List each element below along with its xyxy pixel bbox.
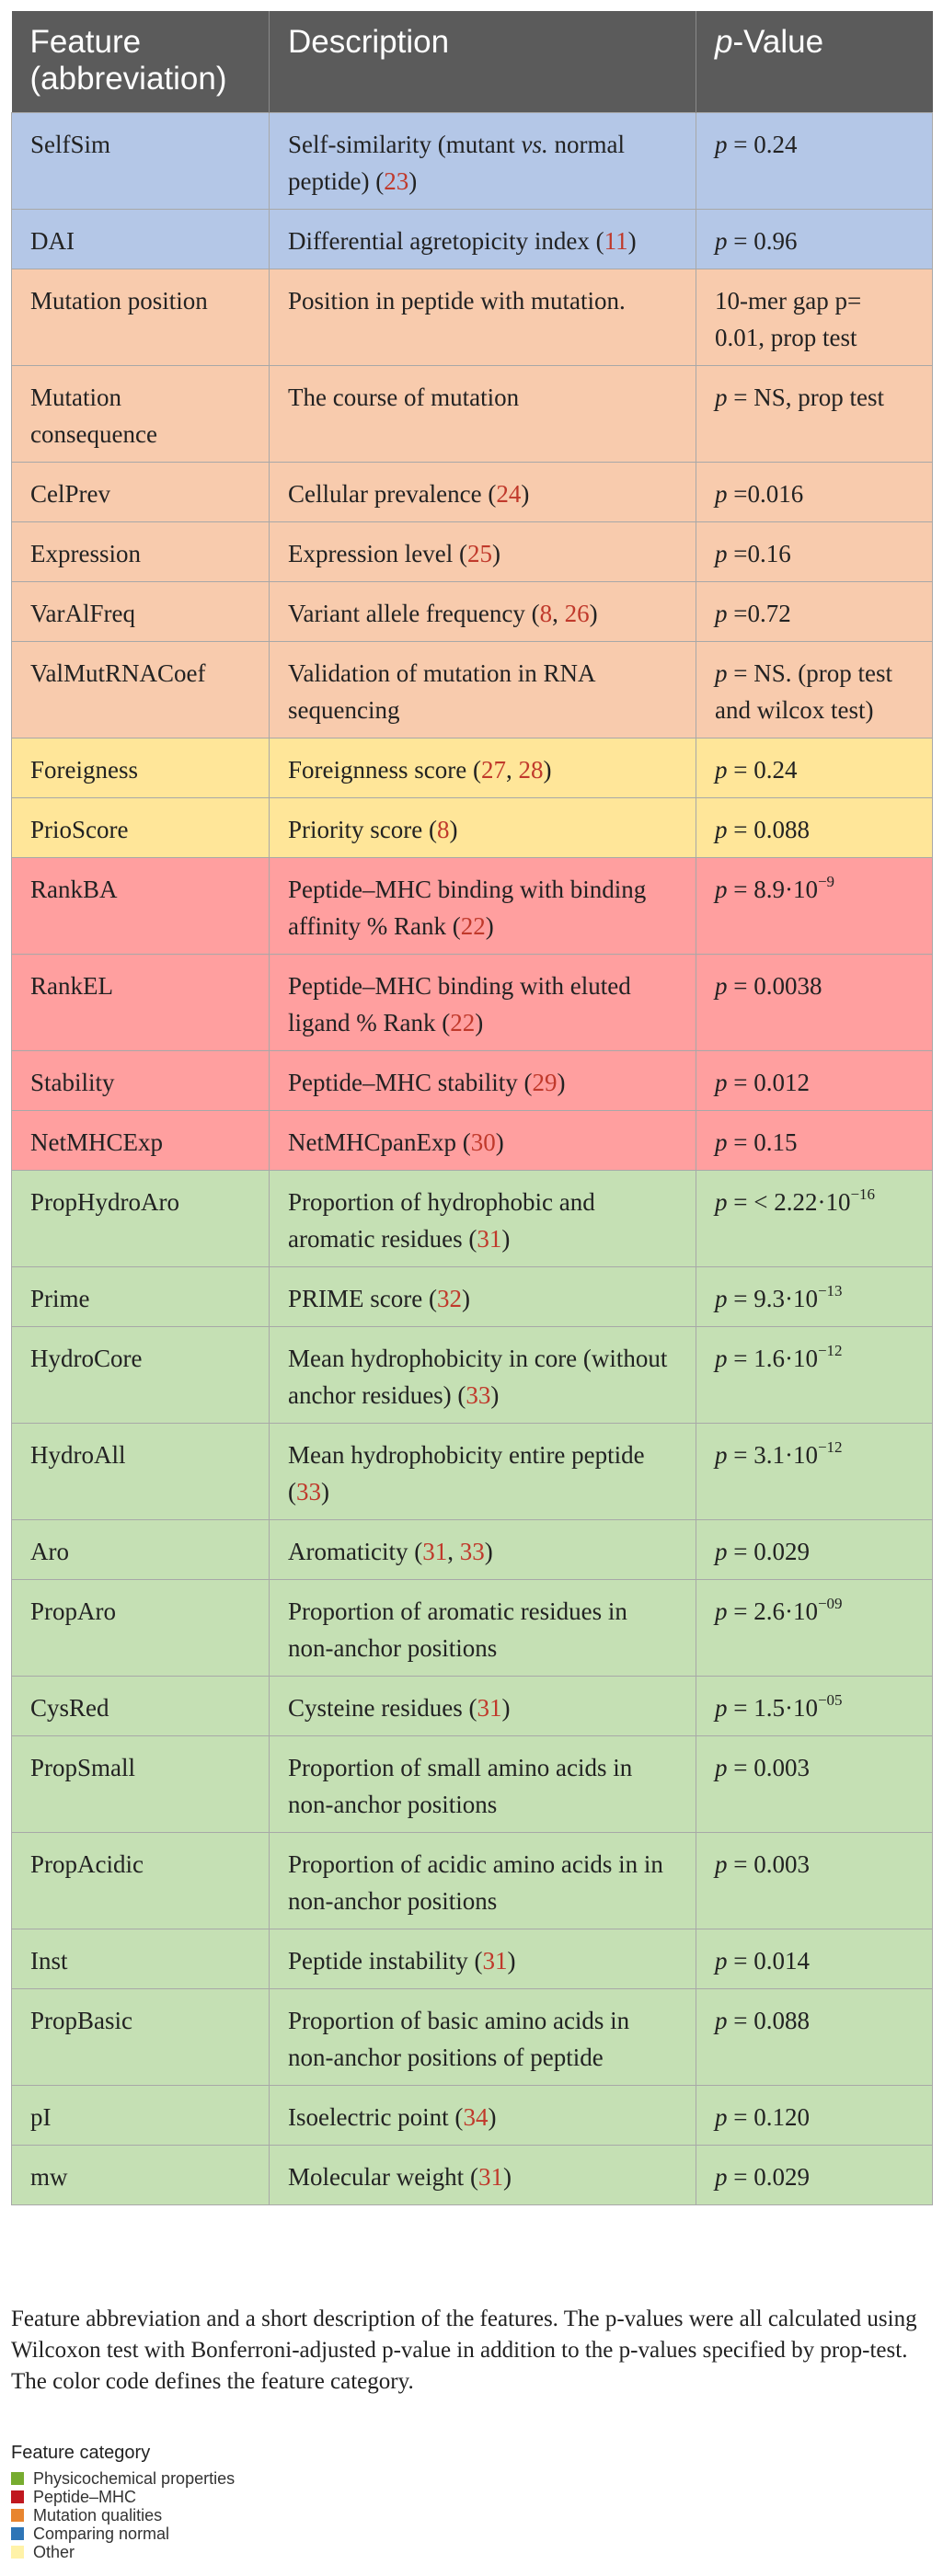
feature-description <box>270 112 696 209</box>
text-segment: = 0.96 <box>727 226 798 255</box>
text-segment: Proportion of small amino acids in non-anchor positions <box>288 1753 633 1818</box>
feature-pvalue <box>696 641 933 738</box>
text-segment: Cellular prevalence ( <box>288 479 497 508</box>
feature-abbreviation: DAI <box>12 209 270 269</box>
feature-description <box>270 1676 696 1735</box>
reference-number: 31 <box>477 1693 502 1722</box>
text-segment: Mean hydrophobicity entire peptide ( <box>288 1440 645 1506</box>
reference-number: 24 <box>496 479 522 508</box>
exponent: −05 <box>817 1690 843 1709</box>
text-segment: = 0.003 <box>727 1849 810 1878</box>
legend-swatch <box>11 2490 24 2503</box>
feature-pvalue <box>696 112 933 209</box>
text-segment: ) <box>543 755 552 784</box>
feature-description <box>270 521 696 581</box>
italic-text: p <box>715 1128 728 1156</box>
feature-description <box>270 1423 696 1519</box>
text-segment: Validation of mutation in RNA sequencing <box>288 658 594 724</box>
text-segment: ) <box>485 911 494 940</box>
feature-pvalue <box>696 1988 933 2085</box>
text-segment: ) <box>557 1068 566 1096</box>
feature-description <box>270 1735 696 1832</box>
reference-number: 34 <box>463 2102 489 2131</box>
feature-abbreviation: Prime <box>12 1266 270 1326</box>
reference-number: 31 <box>482 1946 508 1975</box>
feature-abbreviation: HydroAll <box>12 1423 270 1519</box>
text-segment: Cysteine residues ( <box>288 1693 477 1722</box>
text-segment: = 0.15 <box>727 1128 798 1156</box>
legend-items <box>11 2469 379 2561</box>
feature-description <box>270 269 696 365</box>
header-description: Description <box>270 11 696 112</box>
italic-text: p <box>715 130 728 158</box>
text-segment: = NS. (prop test and wilcox test) <box>715 658 892 724</box>
text-segment: = 8.9·10 <box>727 875 818 903</box>
text-segment: =0.016 <box>727 479 804 508</box>
table-row <box>12 1676 933 1735</box>
text-segment: Peptide instability ( <box>288 1946 483 1975</box>
table-row <box>12 1170 933 1266</box>
italic-text: p <box>715 1753 728 1781</box>
exponent: −16 <box>850 1185 876 1203</box>
italic-text: p <box>715 1946 728 1975</box>
table-row <box>12 112 933 209</box>
text-segment: =0.16 <box>727 539 791 567</box>
feature-abbreviation: CelPrev <box>12 462 270 521</box>
feature-table <box>11 11 933 2205</box>
italic-text: p <box>715 479 728 508</box>
feature-pvalue <box>696 462 933 521</box>
text-segment: = < 2.22·10 <box>727 1187 851 1216</box>
feature-pvalue <box>696 581 933 641</box>
reference-number: 11 <box>604 226 628 255</box>
reference-number: 31 <box>422 1537 448 1565</box>
text-segment: Molecular weight ( <box>288 2162 478 2191</box>
header-feature: Feature (abbreviation) <box>12 11 270 112</box>
table-row <box>12 521 933 581</box>
feature-pvalue <box>696 1676 933 1735</box>
italic-text: p <box>715 2162 728 2191</box>
table-row <box>12 581 933 641</box>
feature-description <box>270 1832 696 1929</box>
reference-number: 31 <box>477 2162 503 2191</box>
text-segment: Isoelectric point ( <box>288 2102 464 2131</box>
italic-text: p <box>715 875 728 903</box>
text-segment: , <box>505 755 519 784</box>
legend-item <box>11 2524 379 2543</box>
text-segment: ) <box>321 1477 329 1506</box>
text-segment: ) <box>507 1946 516 1975</box>
text-segment: The course of mutation <box>288 383 520 411</box>
italic-text: p <box>715 658 728 687</box>
text-segment: = 0.029 <box>727 2162 810 2191</box>
feature-description <box>270 857 696 954</box>
text-segment: = 1.6·10 <box>727 1344 818 1372</box>
italic-text: p <box>715 1344 728 1372</box>
legend-label: Peptide–MHC <box>33 2488 137 2506</box>
feature-description <box>270 209 696 269</box>
feature-abbreviation: Foreigness <box>12 738 270 797</box>
feature-pvalue <box>696 1110 933 1170</box>
table-row <box>12 954 933 1050</box>
feature-pvalue <box>696 1929 933 1988</box>
exponent: −12 <box>817 1437 843 1456</box>
text-segment: = 1.5·10 <box>727 1693 818 1722</box>
feature-pvalue <box>696 2085 933 2145</box>
feature-description <box>270 1519 696 1579</box>
legend-label: Other <box>33 2543 75 2561</box>
text-segment: 10-mer gap p= 0.01, prop test <box>715 286 862 351</box>
feature-abbreviation: Stability <box>12 1050 270 1110</box>
text-segment: = 0.24 <box>727 755 798 784</box>
feature-description <box>270 581 696 641</box>
table-row <box>12 1832 933 1929</box>
feature-abbreviation: PropAro <box>12 1579 270 1676</box>
feature-pvalue <box>696 797 933 857</box>
feature-description <box>270 1050 696 1110</box>
feature-abbreviation: Expression <box>12 521 270 581</box>
feature-pvalue <box>696 2145 933 2204</box>
text-segment: ) <box>501 1224 511 1253</box>
exponent: −13 <box>817 1281 843 1299</box>
feature-category-legend <box>11 2442 379 2561</box>
text-segment: Differential agretopicity index ( <box>288 226 604 255</box>
feature-description <box>270 1929 696 1988</box>
italic-text: p <box>715 383 728 411</box>
reference-number: 29 <box>532 1068 558 1096</box>
feature-pvalue <box>696 1832 933 1929</box>
italic-text: p <box>715 539 728 567</box>
reference-number: 8 <box>539 599 553 627</box>
table-row <box>12 1579 933 1676</box>
table-row <box>12 641 933 738</box>
reference-number: 22 <box>460 911 486 940</box>
reference-number: 23 <box>384 166 409 195</box>
text-segment: Mean hydrophobicity in core (without anchor residues) ( <box>288 1344 668 1409</box>
legend-label: Physicochemical properties <box>33 2469 236 2488</box>
table-row <box>12 1326 933 1423</box>
italic-text: p <box>715 1537 728 1565</box>
italic-text: p <box>715 1849 728 1878</box>
text-segment: ) <box>627 226 637 255</box>
italic-text: p <box>715 755 728 784</box>
reference-number: 26 <box>564 599 590 627</box>
feature-abbreviation: mw <box>12 2145 270 2204</box>
feature-abbreviation: PropHydroAro <box>12 1170 270 1266</box>
text-segment: Variant allele frequency ( <box>288 599 540 627</box>
text-segment: = 0.014 <box>727 1946 810 1975</box>
exponent: −09 <box>817 1594 843 1612</box>
feature-table-container <box>11 11 932 2205</box>
italic-text: p <box>715 599 728 627</box>
text-segment: ) <box>408 166 418 195</box>
feature-pvalue <box>696 1266 933 1326</box>
text-segment: ) <box>488 2102 497 2131</box>
header-pvalue-italic: p <box>715 24 733 60</box>
text-segment: ) <box>490 1380 500 1409</box>
text-segment: Self-similarity (mutant <box>288 130 522 158</box>
text-segment: Expression level ( <box>288 539 467 567</box>
feature-abbreviation: PropBasic <box>12 1988 270 2085</box>
text-segment: = 0.029 <box>727 1537 810 1565</box>
table-row <box>12 1050 933 1110</box>
legend-label: Mutation qualities <box>33 2506 163 2524</box>
table-row <box>12 209 933 269</box>
feature-abbreviation: Aro <box>12 1519 270 1579</box>
table-row <box>12 857 933 954</box>
text-segment: Proportion of hydrophobic and aromatic residues ( <box>288 1187 595 1253</box>
text-segment: normal peptide) ( <box>288 130 625 195</box>
text-segment: = 3.1·10 <box>727 1440 818 1469</box>
text-segment: Proportion of acidic amino acids in in non-anchor positions <box>288 1849 663 1915</box>
text-segment: Aromaticity ( <box>288 1537 423 1565</box>
legend-item <box>11 2488 379 2506</box>
feature-description <box>270 2085 696 2145</box>
feature-abbreviation: NetMHCExp <box>12 1110 270 1170</box>
exponent: −12 <box>817 1341 843 1359</box>
text-segment: Peptide–MHC binding with eluted ligand % Rank ( <box>288 971 631 1036</box>
italic-text: p <box>715 1068 728 1096</box>
text-segment: ) <box>475 1008 484 1036</box>
feature-pvalue <box>696 521 933 581</box>
feature-pvalue <box>696 1423 933 1519</box>
feature-description <box>270 462 696 521</box>
text-segment: = 0.012 <box>727 1068 810 1096</box>
italic-text: p <box>715 971 728 1000</box>
legend-title: Feature category <box>11 2443 151 2463</box>
feature-abbreviation: RankEL <box>12 954 270 1050</box>
text-segment: Position in peptide with mutation. <box>288 286 626 315</box>
feature-abbreviation: PropAcidic <box>12 1832 270 1929</box>
feature-abbreviation: RankBA <box>12 857 270 954</box>
exponent: −9 <box>817 872 835 890</box>
table-header-row <box>12 11 933 112</box>
feature-abbreviation: PropSmall <box>12 1735 270 1832</box>
feature-description <box>270 1170 696 1266</box>
legend-swatch <box>11 2509 24 2522</box>
text-segment: Priority score ( <box>288 815 437 843</box>
text-segment: = 0.120 <box>727 2102 810 2131</box>
reference-number: 30 <box>470 1128 496 1156</box>
text-segment: = 0.24 <box>727 130 798 158</box>
italic-text: p <box>715 2102 728 2131</box>
feature-pvalue <box>696 209 933 269</box>
reference-number: 27 <box>480 755 506 784</box>
feature-description <box>270 1266 696 1326</box>
feature-description <box>270 1988 696 2085</box>
italic-text: p <box>715 1440 728 1469</box>
feature-pvalue <box>696 1170 933 1266</box>
table-row <box>12 1988 933 2085</box>
legend-swatch <box>11 2546 24 2559</box>
reference-number: 28 <box>518 755 544 784</box>
text-segment: ) <box>491 539 500 567</box>
table-row <box>12 797 933 857</box>
text-segment: = 0.088 <box>727 2006 810 2034</box>
table-row <box>12 1519 933 1579</box>
table-row <box>12 1423 933 1519</box>
feature-pvalue <box>696 738 933 797</box>
feature-abbreviation: VarAlFreq <box>12 581 270 641</box>
feature-abbreviation: Inst <box>12 1929 270 1988</box>
feature-pvalue <box>696 365 933 462</box>
feature-pvalue <box>696 857 933 954</box>
reference-number: 33 <box>466 1380 491 1409</box>
feature-description <box>270 365 696 462</box>
table-row <box>12 462 933 521</box>
feature-abbreviation: SelfSim <box>12 112 270 209</box>
feature-pvalue <box>696 954 933 1050</box>
feature-description <box>270 641 696 738</box>
table-row <box>12 2145 933 2204</box>
text-segment: ) <box>521 479 530 508</box>
italic-text: p <box>715 1284 728 1312</box>
text-segment: ) <box>502 2162 512 2191</box>
feature-pvalue <box>696 1579 933 1676</box>
feature-abbreviation: Mutation position <box>12 269 270 365</box>
italic-text: p <box>715 2006 728 2034</box>
italic-text: p <box>715 226 728 255</box>
text-segment: = 0.088 <box>727 815 810 843</box>
text-segment: Foreignness score ( <box>288 755 481 784</box>
feature-pvalue <box>696 1735 933 1832</box>
legend-item <box>11 2543 379 2561</box>
reference-number: 33 <box>459 1537 485 1565</box>
text-segment: = 9.3·10 <box>727 1284 818 1312</box>
feature-description <box>270 1326 696 1423</box>
feature-abbreviation: pI <box>12 2085 270 2145</box>
text-segment: ) <box>461 1284 470 1312</box>
table-row <box>12 1929 933 1988</box>
feature-abbreviation: CysRed <box>12 1676 270 1735</box>
table-row <box>12 1735 933 1832</box>
feature-pvalue <box>696 1050 933 1110</box>
text-segment: NetMHCpanExp ( <box>288 1128 471 1156</box>
feature-description <box>270 1579 696 1676</box>
feature-description <box>270 954 696 1050</box>
feature-abbreviation: Mutation consequence <box>12 365 270 462</box>
italic-text: p <box>715 1597 728 1625</box>
legend-label: Comparing normal <box>33 2524 170 2543</box>
feature-pvalue <box>696 269 933 365</box>
feature-description <box>270 2145 696 2204</box>
table-caption: Feature abbreviation and a short description of the features. The p-values were all calculated using Wilcoxon test with Bonferroni-adjusted p-value in addition to the p-values specified by prop-test. The color code defines the feature category. <box>11 2307 917 2394</box>
reference-number: 31 <box>477 1224 502 1253</box>
table-row <box>12 2085 933 2145</box>
text-segment: = NS, prop test <box>727 383 884 411</box>
feature-pvalue <box>696 1326 933 1423</box>
text-segment: ) <box>449 815 458 843</box>
table-body <box>12 112 933 2204</box>
italic-text: p <box>715 815 728 843</box>
reference-number: 25 <box>466 539 492 567</box>
table-row <box>12 1266 933 1326</box>
text-segment: = 2.6·10 <box>727 1597 818 1625</box>
text-segment: Peptide–MHC stability ( <box>288 1068 533 1096</box>
feature-pvalue <box>696 1519 933 1579</box>
text-segment: Proportion of basic amino acids in non-anchor positions of peptide <box>288 2006 630 2071</box>
table-row <box>12 365 933 462</box>
text-segment: ) <box>495 1128 504 1156</box>
reference-number: 8 <box>436 815 450 843</box>
text-segment: PRIME score ( <box>288 1284 437 1312</box>
legend-swatch <box>11 2527 24 2540</box>
feature-abbreviation: ValMutRNACoef <box>12 641 270 738</box>
text-segment: Proportion of aromatic residues in non-anchor positions <box>288 1597 627 1662</box>
feature-description <box>270 738 696 797</box>
legend-item <box>11 2506 379 2524</box>
header-pvalue-rest: -Value <box>732 24 824 60</box>
header-pvalue <box>696 11 933 112</box>
feature-description <box>270 797 696 857</box>
feature-abbreviation: HydroCore <box>12 1326 270 1423</box>
text-segment: ) <box>589 599 598 627</box>
table-row <box>12 738 933 797</box>
italic-text: p <box>715 1693 728 1722</box>
text-segment: = 0.003 <box>727 1753 810 1781</box>
text-segment: , <box>552 599 565 627</box>
reference-number: 33 <box>296 1477 321 1506</box>
reference-number: 22 <box>450 1008 476 1036</box>
table-row <box>12 269 933 365</box>
text-segment: , <box>447 1537 460 1565</box>
italic-text: p <box>715 1187 728 1216</box>
reference-number: 32 <box>436 1284 462 1312</box>
text-segment: ) <box>484 1537 493 1565</box>
table-row <box>12 1110 933 1170</box>
legend-item <box>11 2469 379 2488</box>
text-segment: = 0.0038 <box>727 971 822 1000</box>
italic-text: vs. <box>521 130 548 158</box>
text-segment: ) <box>501 1693 511 1722</box>
feature-description <box>270 1110 696 1170</box>
legend-swatch <box>11 2472 24 2485</box>
text-segment: =0.72 <box>727 599 791 627</box>
feature-abbreviation: PrioScore <box>12 797 270 857</box>
text-segment: Peptide–MHC binding with binding affinity % Rank ( <box>288 875 647 940</box>
